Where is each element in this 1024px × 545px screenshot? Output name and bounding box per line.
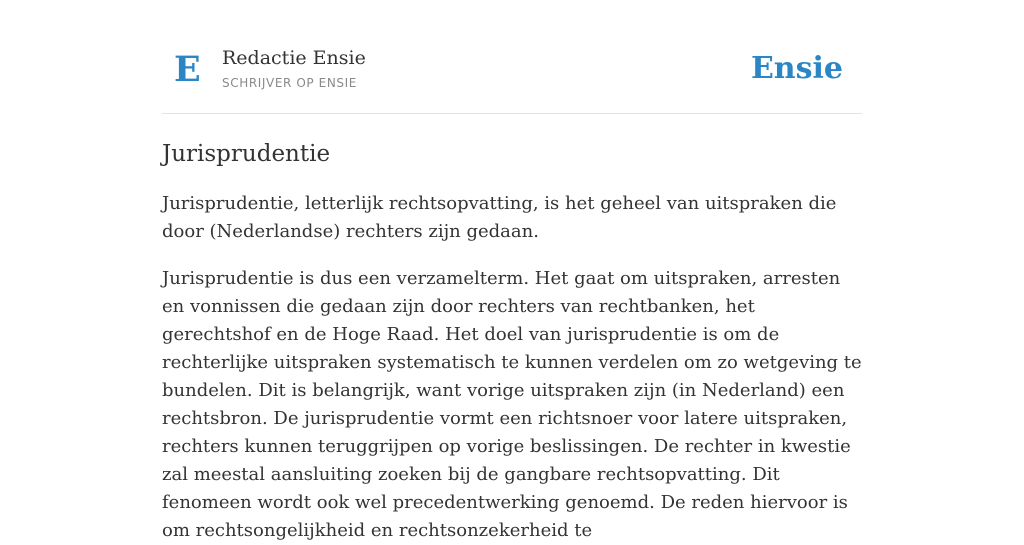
author-header bbox=[162, 0, 862, 114]
article-container bbox=[162, 0, 862, 545]
author-avatar[interactable]: E bbox=[174, 49, 201, 90]
author-name[interactable]: Redactie Ensie bbox=[222, 47, 366, 69]
article-paragraph-2: Jurisprudentie is dus een verzamelterm. Het gaat om uitspraken, arresten en vonnissen die gedaan zijn door rechters van rechtbanken, het gerechtshof en de Hoge Raad. Het doel van jurisprudentie is om de rechterlijke uitspraken systematisch te kunnen verdelen om zo wetgeving te bundelen. Dit is belangrijk, want vorige uitspraken zijn (in Nederland) een rechtsbron. De jurisprudentie vormt een richtsnoer voor latere uitspraken, rechters kunnen teruggrijpen op vorige beslissingen. De rechter in kwestie zal meestal aansluiting zoeken bij de gangbare rechtsopvatting. Dit fenomeen wordt ook wel precedentwerking genoemd. De reden hiervoor is om rechtsongelijkheid en rechtsonzekerheid te bbox=[162, 268, 862, 541]
ensie-logo[interactable]: Ensie bbox=[750, 51, 843, 86]
article-title: Jurisprudentie bbox=[162, 141, 331, 167]
article-paragraph-1: Jurisprudentie, letterlijk rechtsopvatting, is het geheel van uitspraken die door (Nederlandse) rechters zijn gedaan. bbox=[162, 193, 837, 242]
author-role: SCHRIJVER OP ENSIE bbox=[222, 76, 357, 90]
